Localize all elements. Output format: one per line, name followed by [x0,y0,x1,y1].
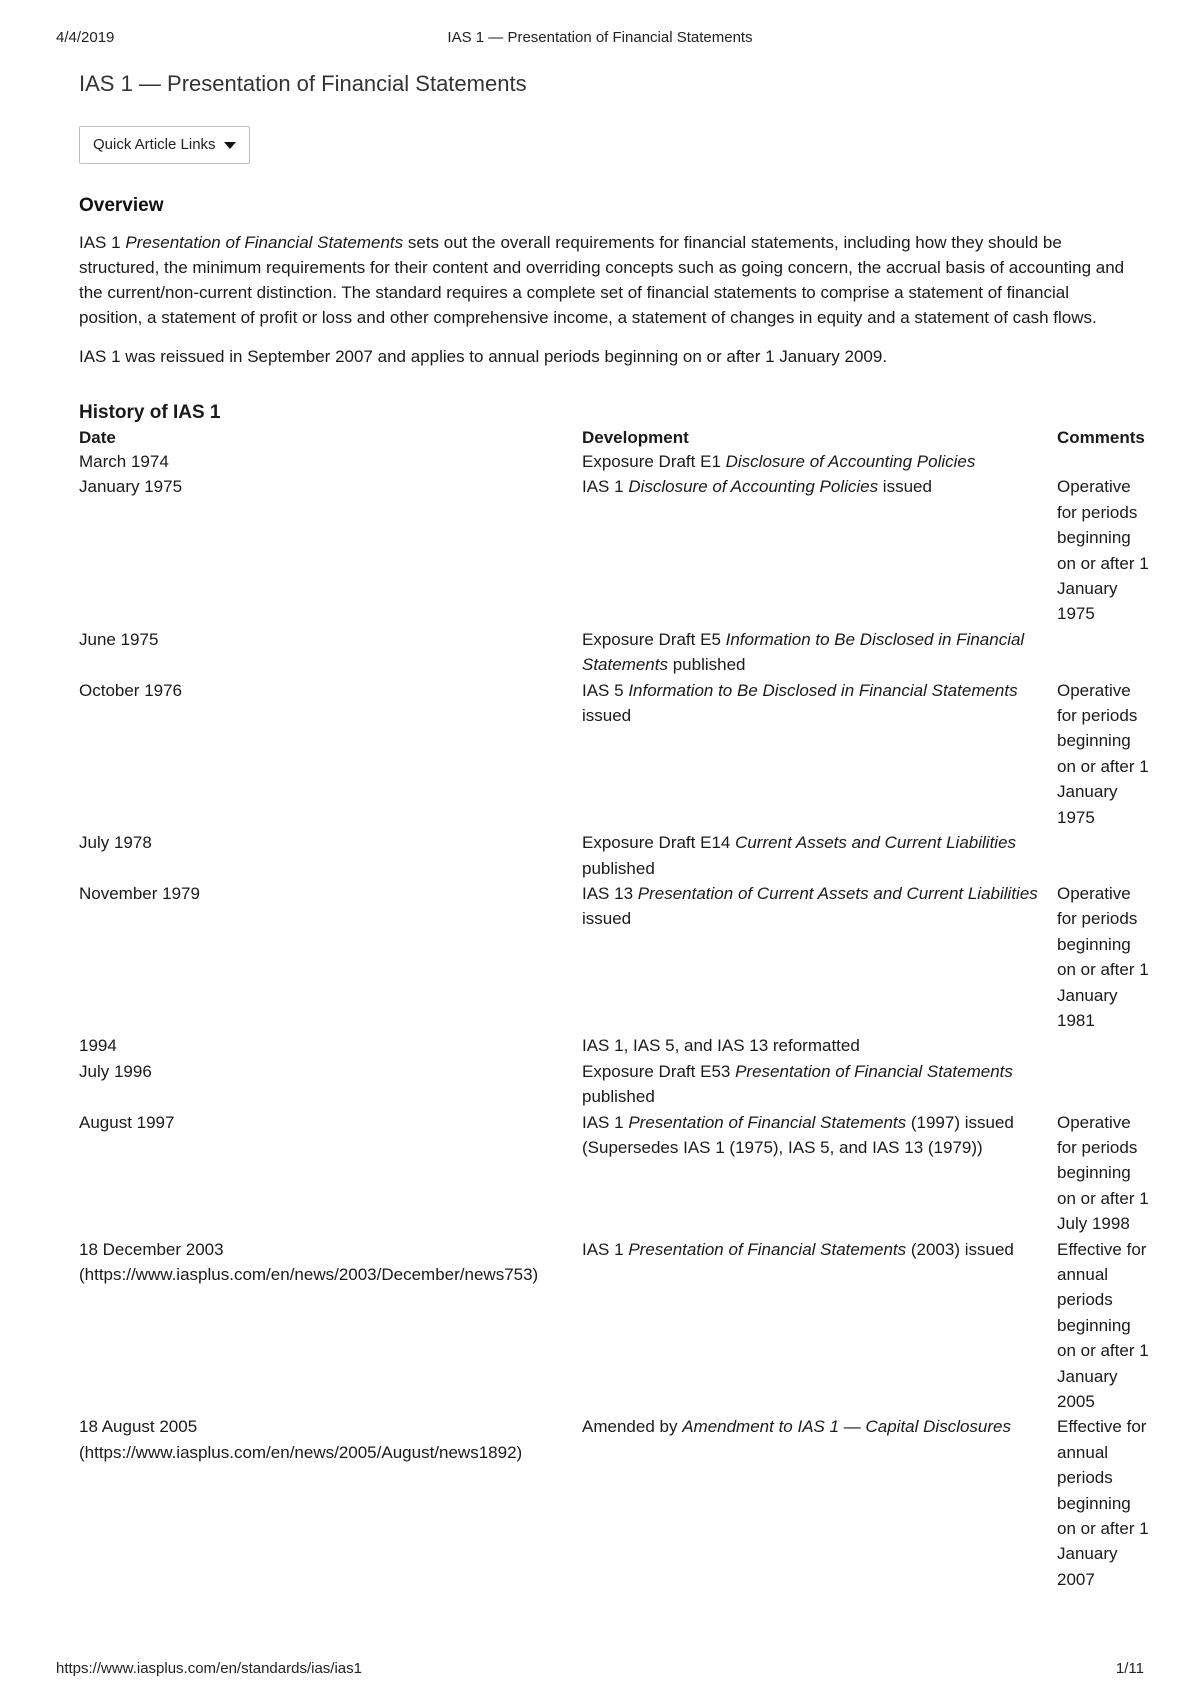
history-date [79,1237,582,1415]
history-header-row [79,425,1154,449]
date-text: March 1974 [79,452,169,471]
history-date [79,1059,582,1110]
print-title: IAS 1 — Presentation of Financial Statements [447,29,753,46]
print-header [56,29,1144,49]
print-url: https://www.iasplus.com/en/standards/ias/ias1 [56,1660,362,1677]
date-text: July 1978 [79,833,152,853]
development-pre: Exposure Draft E1 [582,452,726,471]
table-row [79,1059,1154,1110]
overview-prefix: IAS 1 [79,233,126,252]
history-comment: Operative for periods beginning on or after 1 January 1975 [1057,477,1149,624]
date-text: July 1996 [79,1061,152,1081]
history-comment: Operative for periods beginning on or after 1 January 1975 [1057,680,1149,827]
development-pre: Amended by [582,1417,683,1437]
history-development [582,1414,1057,1592]
development-it: Current Assets and Current Liabilities [735,833,1017,853]
history-table [79,425,1154,1592]
page-number: 1/11 [1115,1660,1144,1677]
history-comment [1057,1059,1154,1110]
development-post: issued [582,706,632,726]
development-post: issued [582,909,632,929]
table-row [79,830,1154,881]
development-pre: Exposure Draft E53 [582,1061,736,1081]
history-comment: Effective for annual periods beginning on or after 1 January 2007 [1057,1417,1149,1589]
development-it: Information to Be Disclosed in Financial Statements [582,629,1025,675]
development-it: Amendment to IAS 1 — Capital Disclosures [682,1417,1011,1437]
history-development [582,1059,1057,1110]
column-header-comments: Comments [1057,428,1145,447]
development-post: (1997) issued (Supersedes IAS 1 (1975), IAS 5, and IAS 13 (1979)) [582,1112,1014,1157]
development-post: issued [878,477,932,497]
history-development [582,830,1057,881]
table-row [79,1414,1154,1592]
table-row [79,1033,1154,1058]
history-development [582,474,1057,626]
table-row [79,1237,1154,1415]
development-it: Presentation of Financial Statements [735,1061,1013,1081]
development-it: Presentation of Current Assets and Current Liabilities [637,883,1038,903]
development-pre: Exposure Draft E5 [582,629,726,649]
column-header-development: Development [582,428,689,447]
history-date [79,881,582,1033]
history-comment: Operative for periods beginning on or after 1 January 1981 [1057,883,1149,1030]
date-text: January 1975 [79,477,183,497]
table-row [79,678,1154,830]
table-row [79,449,1154,474]
table-row [79,627,1154,678]
overview-italic: Presentation of Financial Statements [125,233,404,252]
history-date [79,678,582,830]
history-date [79,830,582,881]
news-link[interactable]: (https://www.iasplus.com/en/news/2005/August/news1892) [79,1442,523,1462]
overview-paragraph [79,230,1129,330]
history-date [79,474,582,626]
history-development [582,449,1057,474]
history-date [79,1414,582,1592]
development-pre: IAS 1 [582,1112,629,1132]
development-post: published [582,1087,655,1107]
development-post: published [668,655,746,675]
history-date [79,1033,582,1058]
table-row [79,474,1154,626]
column-header-date: Date [79,428,116,447]
history-development [582,1237,1057,1415]
article [79,70,1149,1592]
date-text: 1994 [79,1036,117,1056]
caret-down-icon [224,142,236,149]
table-row [79,881,1154,1033]
date-text: 18 December 2003 [79,1239,224,1259]
date-text: August 1997 [79,1112,175,1132]
development-post: (2003) issued [906,1239,1014,1259]
history-date [79,449,582,474]
history-development [582,678,1057,830]
table-row [79,1110,1154,1237]
overview-text: sets out the overall requirements for financial statements, including how they should be structured, the minimum requirements for their content and overriding concepts such as going concern, the accrual basis of accounting and the current/non-current distinction. The standard requires a complete set of financial statements to comprise a statement of financial position, a statement of profit or loss and other comprehensive income, a statement of changes in equity and a statement of cash flows. [79,233,1125,327]
development-it: Presentation of Financial Statements [628,1112,907,1132]
history-comment [1057,1033,1154,1058]
print-footer [56,1660,1144,1680]
development-pre: IAS 1 [582,477,629,497]
development-pre: Exposure Draft E14 [582,833,736,853]
history-heading: History of IAS 1 [79,402,221,423]
date-text: October 1976 [79,680,183,700]
development-pre: IAS 5 [582,680,629,700]
date-text: 18 August 2005 [79,1417,198,1437]
print-date: 4/4/2019 [56,29,115,46]
date-text: June 1975 [79,629,159,649]
overview-heading: Overview [79,195,164,216]
history-comment [1057,449,1154,474]
development-post: published [582,858,655,878]
development-it: Disclosure of Accounting Policies [725,452,976,471]
page-title: IAS 1 — Presentation of Financial Statements [79,71,527,96]
history-comment: Effective for annual periods beginning on or after 1 January 2005 [1057,1239,1149,1412]
history-comment [1057,830,1154,881]
development-it: Presentation of Financial Statements [628,1239,907,1259]
date-text: November 1979 [79,883,200,903]
history-development [582,1033,1057,1058]
quick-links-label: Quick Article Links [93,136,216,153]
reissue-paragraph: IAS 1 was reissued in September 2007 and applies to annual periods beginning on or after 1 January 2009. [79,347,888,366]
history-body [79,449,1154,1592]
history-development [582,881,1057,1033]
history-development [582,1110,1057,1237]
development-pre: IAS 1 [582,1239,629,1259]
development-it: Information to Be Disclosed in Financial Statements [628,680,1018,700]
history-date [79,627,582,678]
quick-article-links-button[interactable] [79,126,250,164]
development-it: Disclosure of Accounting Policies [628,477,879,497]
history-comment: Operative for periods beginning on or after 1 July 1998 [1057,1112,1149,1234]
history-development [582,627,1057,678]
development-pre: IAS 1, IAS 5, and IAS 13 reformatted [582,1036,860,1056]
development-pre: IAS 13 [582,883,638,903]
history-date [79,1110,582,1237]
news-link[interactable]: (https://www.iasplus.com/en/news/2003/December/news753) [79,1265,539,1284]
history-comment [1057,627,1154,678]
